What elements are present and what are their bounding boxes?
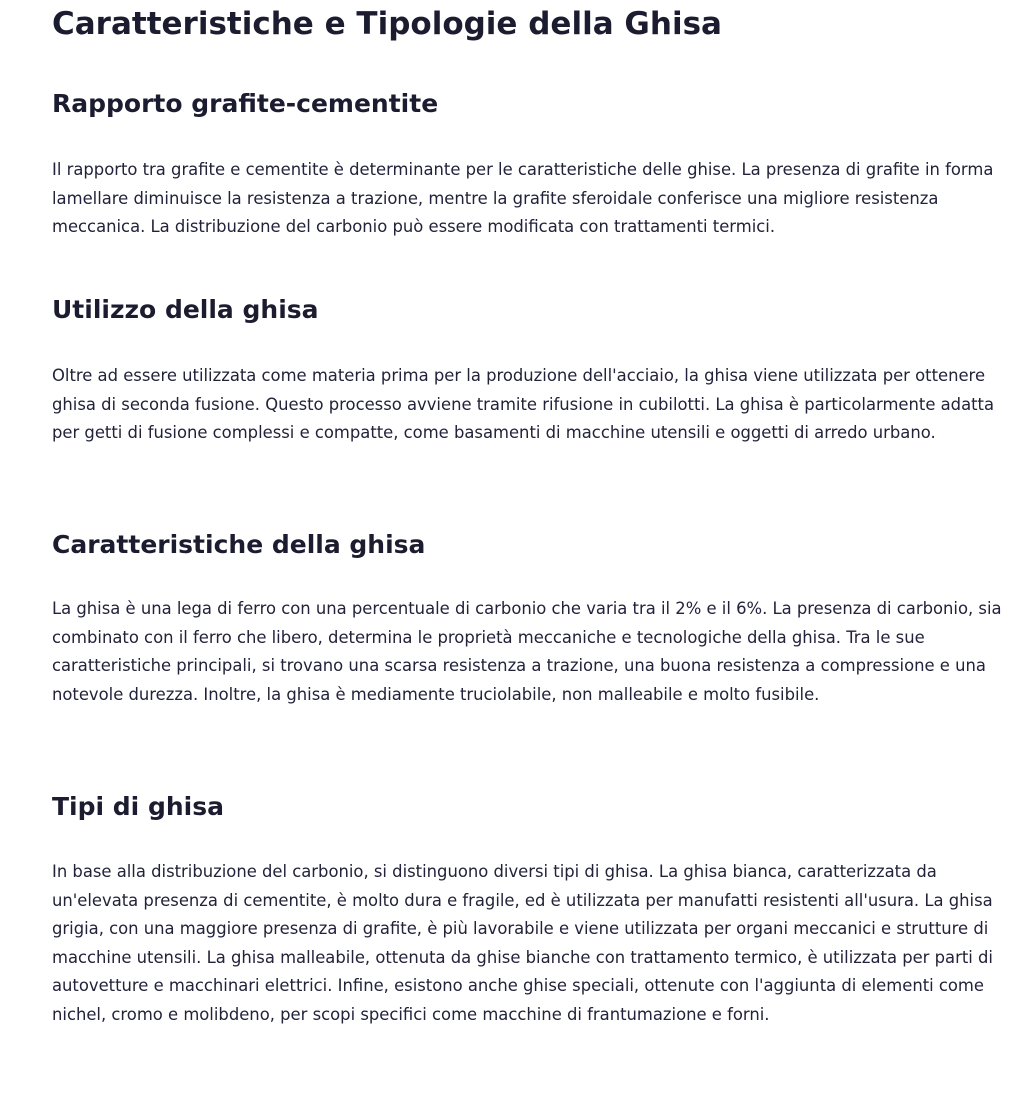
- section-body-caratteristiche: La ghisa è una lega di ferro con una percentuale di carbonio che varia tra il 2% e il 6%. La presenza di carbonio, sia combinato con il ferro che libero, determina le proprietà meccaniche e tecnologiche della ghisa. Tra le sue caratteristiche principali, si trovano una scarsa resistenza a trazione, una buona resistenza a compressione e una notevole durezza. Inoltre, la ghisa è mediamente truciolabile, non malleabile e molto fusibile.: [52, 599, 1002, 704]
- section-heading-rapporto-grafite-cementite: Rapporto grafite-cementite: [52, 89, 439, 118]
- section-heading-utilizzo: Utilizzo della ghisa: [52, 295, 319, 324]
- section-body-utilizzo: Oltre ad essere utilizzata come materia prima per la produzione dell'acciaio, la ghisa viene utilizzata per ottenere ghisa di seconda fusione. Questo processo avviene tramite rifusione in cubilotti. La ghisa è particolarmente adatta per getti di fusione complessi e compatte, come basamenti di macchine utensili e oggetti di arredo urbano.: [52, 366, 995, 443]
- section-heading-caratteristiche: Caratteristiche della ghisa: [52, 530, 426, 559]
- section-body-rapporto-grafite-cementite: Il rapporto tra grafite e cementite è determinante per le caratteristiche delle ghise. La presenza di grafite in forma lamellare diminuisce la resistenza a trazione, mentre la grafite sferoidale conferisce una migliore resistenza meccanica. La distribuzione del carbonio può essere modificata con trattamenti termici.: [52, 160, 994, 237]
- section-body-tipi: In base alla distribuzione del carbonio, si distinguono diversi tipi di ghisa. La ghisa bianca, caratterizzata da un'elevata presenza di cementite, è molto dura e fragile, ed è utilizzata per manufatti resistenti all'usura. La ghisa grigia, con una maggiore presenza di grafite, è più lavorabile e viene utilizzata per organi meccanici e strutture di macchine utensili. La ghisa malleabile, ottenuta da ghise bianche con trattamento termico, è utilizzata per parti di autovetture e macchinari elettrici. Infine, esistono anche ghise speciali, ottenute con l'aggiunta di elementi come nichel, cromo e molibdeno, per scopi specifici come macchine di frantumazione e forni.: [52, 862, 993, 1024]
- section-heading-tipi: Tipi di ghisa: [52, 792, 224, 821]
- page-title: Caratteristiche e Tipologie della Ghisa: [52, 6, 722, 42]
